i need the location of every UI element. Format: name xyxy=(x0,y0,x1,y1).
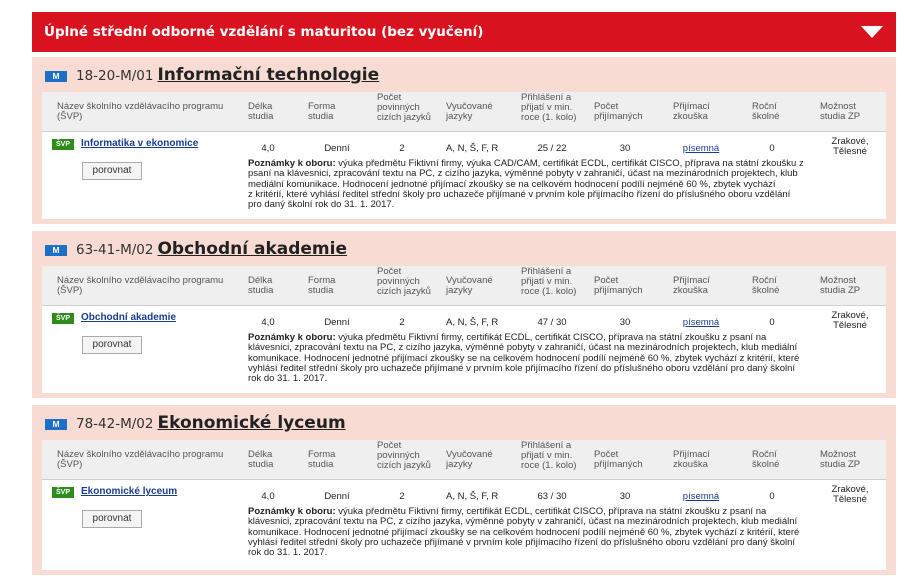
cell-forma: Denní xyxy=(324,491,350,502)
col-header-pocet-jazyku: Počet povinných cizích jazyků xyxy=(377,266,431,297)
maturita-badge: M xyxy=(45,245,67,256)
cell-pocet-jazyku: 2 xyxy=(399,317,405,328)
program-table xyxy=(42,266,886,393)
cell-zp: Zrakové, Tělesné xyxy=(831,310,869,331)
col-header-svp: Název školního vzdělávacího programu (ŠVP) xyxy=(57,275,224,296)
field-code: 18-20-M/01 xyxy=(76,68,154,84)
cell-skolne: 0 xyxy=(769,317,775,328)
cell-jazyky: A, N, Š, F, R xyxy=(446,491,499,502)
cell-forma: Denní xyxy=(324,143,350,154)
field-heading xyxy=(45,239,347,259)
col-header-jazyky: Vyučované jazyky xyxy=(446,449,493,470)
col-header-pocet-prijimanych: Počet přijímaných xyxy=(594,101,643,122)
cell-pocet-prijimanych: 30 xyxy=(619,317,631,328)
col-header-forma: Forma studia xyxy=(308,275,336,296)
field-section xyxy=(32,405,896,575)
cell-pocet-jazyku: 2 xyxy=(399,491,405,502)
exam-link[interactable]: písemná xyxy=(682,317,720,328)
program-link[interactable]: Obchodní akademie xyxy=(81,312,177,323)
field-section xyxy=(32,231,896,398)
field-name-link[interactable]: Obchodní akademie xyxy=(157,239,347,259)
cell-jazyky: A, N, Š, F, R xyxy=(446,317,499,328)
col-header-jazyky: Vyučované jazyky xyxy=(446,101,493,122)
program-table xyxy=(42,92,886,219)
exam-link[interactable]: písemná xyxy=(682,143,720,154)
table-header xyxy=(42,92,886,132)
cell-jazyky: A, N, Š, F, R xyxy=(446,143,499,154)
col-header-zkouska: Přijímací zkouška xyxy=(673,101,710,122)
col-header-zkouska: Přijímací zkouška xyxy=(673,449,710,470)
col-header-pocet-prijimanych: Počet přijímaných xyxy=(594,275,643,296)
col-header-prihlaseni: Přihlášení a přijatí v min. roce (1. kolo) xyxy=(521,266,577,297)
category-header[interactable] xyxy=(32,12,896,52)
col-header-skolne: Roční školné xyxy=(752,101,780,122)
field-name-link[interactable]: Informační technologie xyxy=(157,65,380,85)
exam-link[interactable]: písemná xyxy=(682,491,720,502)
field-code: 78-42-M/02 xyxy=(76,416,154,432)
col-header-zp: Možnost studia ZP xyxy=(820,275,861,296)
col-header-zp: Možnost studia ZP xyxy=(820,101,861,122)
col-header-zkouska: Přijímací zkouška xyxy=(673,275,710,296)
field-section xyxy=(32,57,896,224)
col-header-pocet-jazyku: Počet povinných cizích jazyků xyxy=(377,440,431,471)
table-header xyxy=(42,440,886,480)
field-name-link[interactable]: Ekonomické lyceum xyxy=(157,413,346,433)
col-header-zp: Možnost studia ZP xyxy=(820,449,861,470)
category-title: Úplné střední odborné vzdělání s maturitou (bez vyučení) xyxy=(44,24,484,40)
col-header-pocet-prijimanych: Počet přijímaných xyxy=(594,449,643,470)
field-heading xyxy=(45,413,346,433)
col-header-pocet-jazyku: Počet povinných cizích jazyků xyxy=(377,92,431,123)
col-header-prihlaseni: Přihlášení a přijatí v min. roce (1. kolo) xyxy=(521,92,577,123)
field-notes: Poznámky k oboru: výuka předmětu Fiktivní firmy, certifikát ECDL, certifikát CISCO, příprava na státní zkoušku z psaní na klávesnici, zpracování textu na PC, z cizího jazyka, výměnné pobyty v zahraničí, účast na mezinárodních projektech, klub mediální komunikace. Hodnocení jednotné přijímací zkoušky se na celkovém hodnocení podílí nejméně 60 %, zbytek vychází z kritérií, které vyhlásí ředitel střední školy pro uchazeče přijímané v prvním kole přijímacího řízení do příslušného oboru vzdělání pro daný školní rok do 31. 1. 2017. xyxy=(248,506,800,559)
svp-badge: ŠVP xyxy=(52,139,74,150)
compare-button[interactable]: porovnat xyxy=(82,336,142,354)
col-header-skolne: Roční školné xyxy=(752,275,780,296)
cell-forma: Denní xyxy=(324,317,350,328)
chevron-down-icon[interactable] xyxy=(860,25,884,39)
compare-button[interactable]: porovnat xyxy=(82,162,142,180)
program-table xyxy=(42,440,886,570)
svp-badge: ŠVP xyxy=(52,313,74,324)
col-header-jazyky: Vyučované jazyky xyxy=(446,275,493,296)
col-header-svp: Název školního vzdělávacího programu (ŠVP) xyxy=(57,449,224,470)
cell-skolne: 0 xyxy=(769,491,775,502)
cell-delka: 4,0 xyxy=(261,491,275,502)
field-heading xyxy=(45,65,379,85)
cell-skolne: 0 xyxy=(769,143,775,154)
col-header-delka: Délka studia xyxy=(248,275,274,296)
compare-button[interactable]: porovnat xyxy=(82,510,142,528)
col-header-delka: Délka studia xyxy=(248,101,274,122)
cell-zp: Zrakové, Tělesné xyxy=(831,484,869,505)
maturita-badge: M xyxy=(45,71,67,82)
col-header-forma: Forma studia xyxy=(308,101,336,122)
cell-pocet-jazyku: 2 xyxy=(399,143,405,154)
cell-prihlaseni: 47 / 30 xyxy=(537,317,567,328)
svp-badge: ŠVP xyxy=(52,487,74,498)
cell-pocet-prijimanych: 30 xyxy=(619,491,631,502)
cell-prihlaseni: 25 / 22 xyxy=(537,143,567,154)
cell-delka: 4,0 xyxy=(261,143,275,154)
field-notes: Poznámky k oboru: výuka předmětu Fiktivní firmy, výuka CAD/CAM, certifikát ECDL, certifikát CISCO, příprava na státní zkoušku z psaní na klávesnici, zpracování textu na PC, z cizího jazyka, výměnné pobyty v zahraničí, účast na mezinárodních projektech, klub mediální komunikace. Hodnocení jednotné přijímací zkoušky se na celkovém hodnocení podílí nejméně 60 %, zbytek vychází z kritérií, které vyhlásí ředitel střední školy pro uchazeče přijímané v prvním kole přijímacího řízení do příslušného oboru vzdělání pro daný školní rok do 31. 1. 2017. xyxy=(248,158,804,211)
col-header-svp: Název školního vzdělávacího programu (ŠVP) xyxy=(57,101,224,122)
maturita-badge: M xyxy=(45,419,67,430)
cell-zp: Zrakové, Tělesné xyxy=(831,136,869,157)
table-header xyxy=(42,266,886,306)
program-link[interactable]: Informatika v ekonomice xyxy=(81,138,199,149)
cell-delka: 4,0 xyxy=(261,317,275,328)
field-code: 63-41-M/02 xyxy=(76,242,154,258)
cell-prihlaseni: 63 / 30 xyxy=(537,491,567,502)
col-header-prihlaseni: Přihlášení a přijatí v min. roce (1. kolo) xyxy=(521,440,577,471)
field-notes: Poznámky k oboru: výuka předmětu Fiktivní firmy, certifikát ECDL, certifikát CISCO, příprava na státní zkoušku z psaní na klávesnici, zpracování textu na PC, z cizího jazyka, výměnné pobyty v zahraničí, účast na mezinárodních projektech, klub mediální komunikace. Hodnocení jednotné přijímací zkoušky se na celkovém hodnocení podílí nejméně 60 %, zbytek vychází z kritérií, které vyhlásí ředitel střední školy pro uchazeče přijímané v prvním kole přijímacího řízení do příslušného oboru vzdělání pro daný školní rok do 31. 1. 2017. xyxy=(248,332,800,385)
program-link[interactable]: Ekonomické lyceum xyxy=(81,486,178,497)
cell-pocet-prijimanych: 30 xyxy=(619,143,631,154)
col-header-skolne: Roční školné xyxy=(752,449,780,470)
col-header-delka: Délka studia xyxy=(248,449,274,470)
col-header-forma: Forma studia xyxy=(308,449,336,470)
